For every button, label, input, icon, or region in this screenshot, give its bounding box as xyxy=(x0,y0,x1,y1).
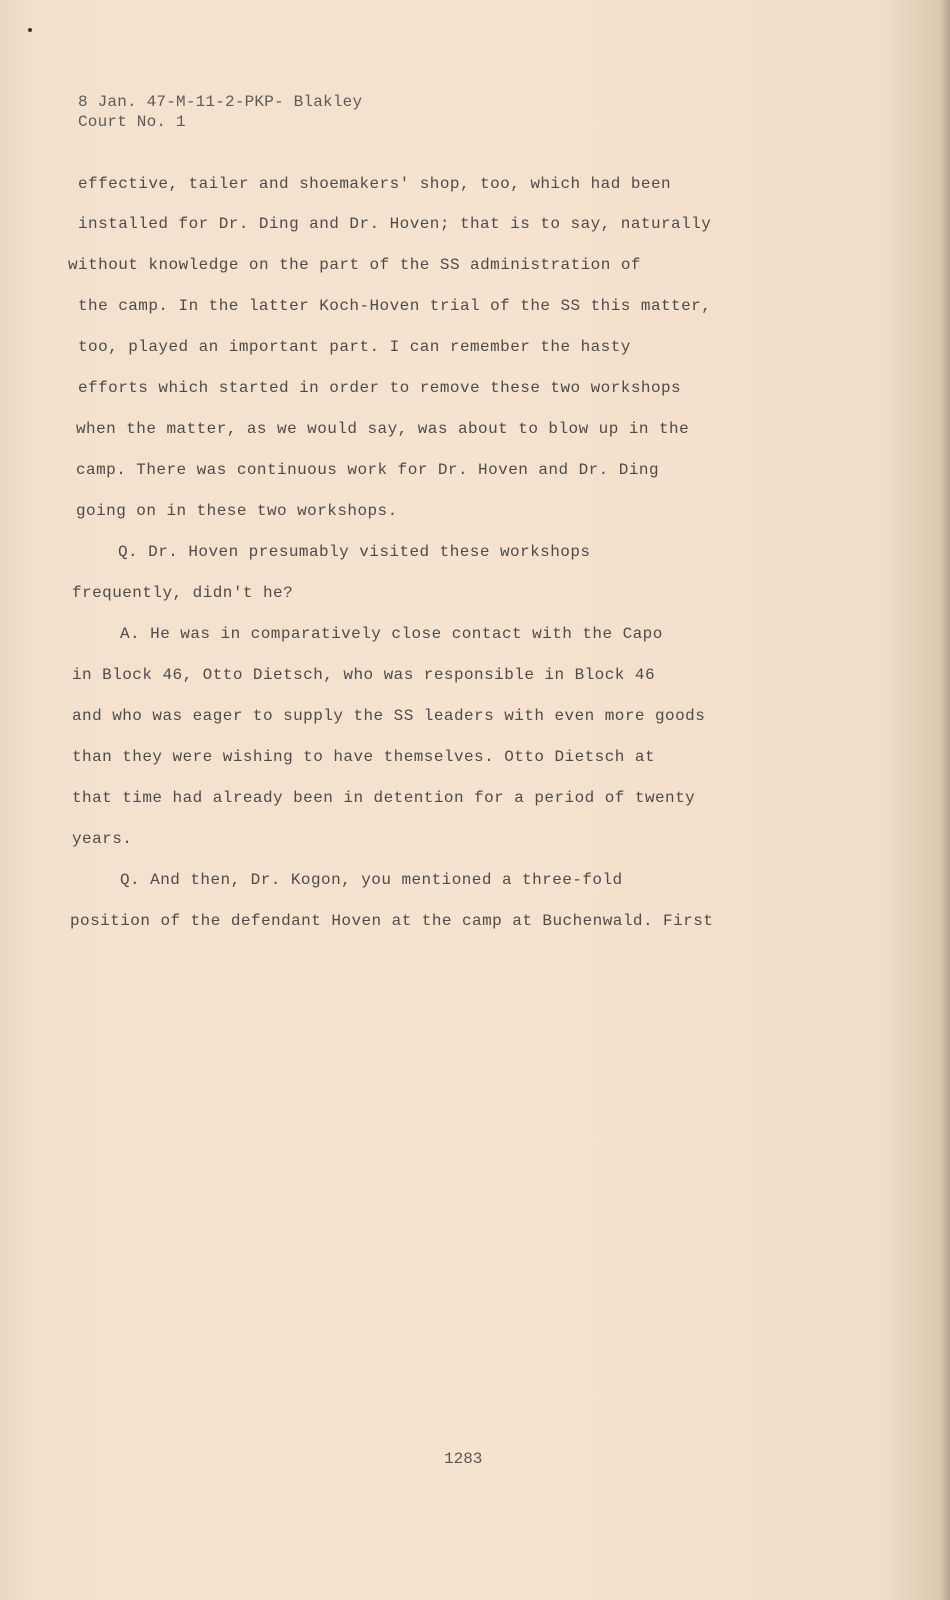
body-line-9: going on in these two workshops. xyxy=(76,502,398,520)
body-line-16: that time had already been in detention for a period of twenty xyxy=(72,789,696,807)
body-line-3: without knowledge on the part of the SS administration of xyxy=(68,256,641,274)
body-line-2: installed for Dr. Ding and Dr. Hoven; that is to say, naturally xyxy=(78,215,712,233)
body-line-13: in Block 46, Otto Dietsch, who was responsible in Block 46 xyxy=(72,666,655,684)
header-line-2: Court No. 1 xyxy=(78,113,186,131)
page-number: 1283 xyxy=(444,1450,483,1468)
body-line-5: too, played an important part. I can remember the hasty xyxy=(78,338,631,356)
body-line-1: effective, tailer and shoemakers' shop, too, which had been xyxy=(78,175,672,193)
body-line-8: camp. There was continuous work for Dr. Hoven and Dr. Ding xyxy=(76,461,659,479)
body-line-15: than they were wishing to have themselves. Otto Dietsch at xyxy=(72,748,655,766)
body-line-7: when the matter, as we would say, was about to blow up in the xyxy=(76,420,690,438)
body-line-17: years. xyxy=(72,830,133,848)
body-line-10: Q. Dr. Hoven presumably visited these workshops xyxy=(118,543,591,561)
body-line-6: efforts which started in order to remove these two workshops xyxy=(78,379,682,397)
body-line-14: and who was eager to supply the SS leaders with even more goods xyxy=(72,707,706,725)
body-line-19: position of the defendant Hoven at the camp at Buchenwald. First xyxy=(70,912,714,930)
body-line-12: A. He was in comparatively close contact with the Capo xyxy=(120,625,663,643)
body-line-18: Q. And then, Dr. Kogon, you mentioned a three-fold xyxy=(120,871,623,889)
body-line-11: frequently, didn't he? xyxy=(72,584,294,602)
body-line-4: the camp. In the latter Koch-Hoven trial of the SS this matter, xyxy=(78,297,712,315)
header-line-1: 8 Jan. 47-M-11-2-PKP- Blakley xyxy=(78,93,363,111)
